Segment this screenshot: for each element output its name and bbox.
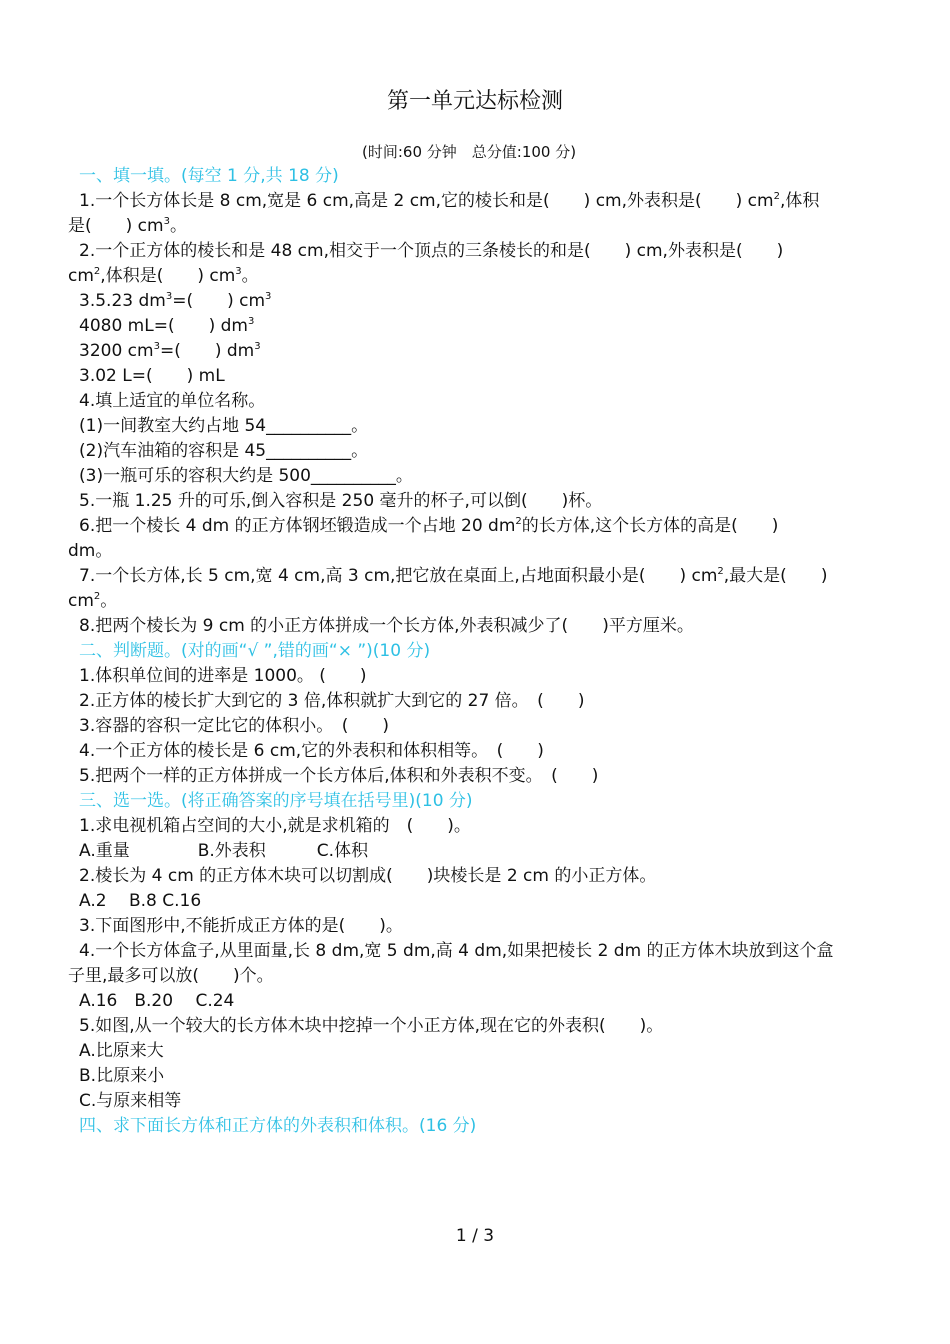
section-heading-4: 四、求下面长方体和正方体的外表积和体积。(16 分) xyxy=(79,1116,477,1136)
question-2-line-2: $cm^2$,体积是( ) $cm^3$。 xyxy=(68,266,259,286)
choice-4-line-2: 子里,最多可以放( )个。 xyxy=(68,966,274,986)
section-heading-1: 一、填一填。(每空 1 分,共 18 分) xyxy=(79,166,339,186)
question-2-line-1: 2.一个正方体的棱长和是 48 cm,相交于一个顶点的三条棱长的和是( ) cm,外表积是( ) xyxy=(79,241,784,261)
page-number: 1 / 3 xyxy=(455,1226,495,1246)
question-8: 8.把两个棱长为 9 cm 的小正方体拼成一个长方体,外表积减少了( )平方厘米。 xyxy=(79,616,694,636)
choice-2: 2.棱长为 4 cm 的正方体木块可以切割成( )块棱长是 2 cm 的小正方体。 xyxy=(79,866,657,886)
question-3-item-1: 3.5.23 $dm^3=$( ) $cm^3$ xyxy=(79,291,272,311)
choice-3: 3.下面图形中,不能折成正方体的是( )。 xyxy=(79,916,403,936)
judge-5: 5.把两个一样的正方体拼成一个长方体后,体积和外表积不变。 ( ) xyxy=(79,766,599,786)
choice-5-option-a: A.比原来大 xyxy=(79,1041,164,1061)
choice-2-options: A.2 B.8 C.16 xyxy=(79,891,202,911)
question-1-line-2: 是( ) $cm^3$。 xyxy=(68,216,187,236)
section-heading-2: 二、判断题。(对的画“√ ”,错的画“× ”)(10 分) xyxy=(79,641,431,661)
choice-5-option-c: C.与原来相等 xyxy=(79,1091,182,1111)
question-4: 4.填上适宜的单位名称。 xyxy=(79,391,266,411)
question-6-line-1: 6.把一个棱长 4 dm 的正方体钢坯锻造成一个占地 20 $dm^2$的长方体,这个长方体的高是( ) xyxy=(79,516,779,536)
question-7-line-1: 7.一个长方体,长 5 cm,宽 4 cm,高 3 cm,把它放在桌面上,占地面积最小是( ) $cm^2$,最大是( ) xyxy=(79,566,828,586)
question-6-line-2: dm。 xyxy=(68,541,113,561)
judge-1: 1.体积单位间的进率是 1000。 ( ) xyxy=(79,666,367,686)
judge-2: 2.正方体的棱长扩大到它的 3 倍,体积就扩大到它的 27 倍。 ( ) xyxy=(79,691,585,711)
question-3-item-4: 3.02 L=( ) mL xyxy=(79,366,225,386)
question-1-line-1: 1.一个长方体长是 8 cm,宽是 6 cm,高是 2 cm,它的棱长和是( ) cm,外表积是( ) $cm^2$,体积 xyxy=(79,191,820,211)
judge-3: 3.容器的容积一定比它的体积小。 ( ) xyxy=(79,716,389,736)
judge-4: 4.一个正方体的棱长是 6 cm,它的外表积和体积相等。 ( ) xyxy=(79,741,544,761)
choice-1-options: A.重量 B.外表积 C.体积 xyxy=(79,841,369,861)
question-4-item-2: (2)汽车油箱的容积是 45__________。 xyxy=(79,441,369,461)
exam-meta: (时间:60 分钟 总分值:100 分) xyxy=(362,143,577,161)
question-3-item-3: 3200 $cm^3=$( ) $dm^3$ xyxy=(79,341,261,361)
question-5: 5.一瓶 1.25 升的可乐,倒入容积是 250 毫升的杯子,可以倒( )杯。 xyxy=(79,491,603,511)
page-title: 第一单元达标检测 xyxy=(386,89,563,114)
question-4-item-3: (3)一瓶可乐的容积大约是 500__________。 xyxy=(79,466,413,486)
choice-5: 5.如图,从一个较大的长方体木块中挖掉一个小正方体,现在它的外表积( )。 xyxy=(79,1016,664,1036)
section-heading-3: 三、选一选。(将正确答案的序号填在括号里)(10 分) xyxy=(79,791,473,811)
question-4-item-1: (1)一间教室大约占地 54__________。 xyxy=(79,416,369,436)
choice-1: 1.求电视机箱占空间的大小,就是求机箱的 ( )。 xyxy=(79,816,471,836)
choice-4-line-1: 4.一个长方体盒子,从里面量,长 8 dm,宽 5 dm,高 4 dm,如果把棱长 2 dm 的正方体木块放到这个盒 xyxy=(79,941,834,961)
question-7-line-2: $cm^2$。 xyxy=(68,591,118,611)
choice-5-option-b: B.比原来小 xyxy=(79,1066,165,1086)
question-3-item-2: 4080 mL=( ) $dm^3$ xyxy=(79,316,255,336)
choice-4-options: A.16 B.20 C.24 xyxy=(79,991,235,1011)
